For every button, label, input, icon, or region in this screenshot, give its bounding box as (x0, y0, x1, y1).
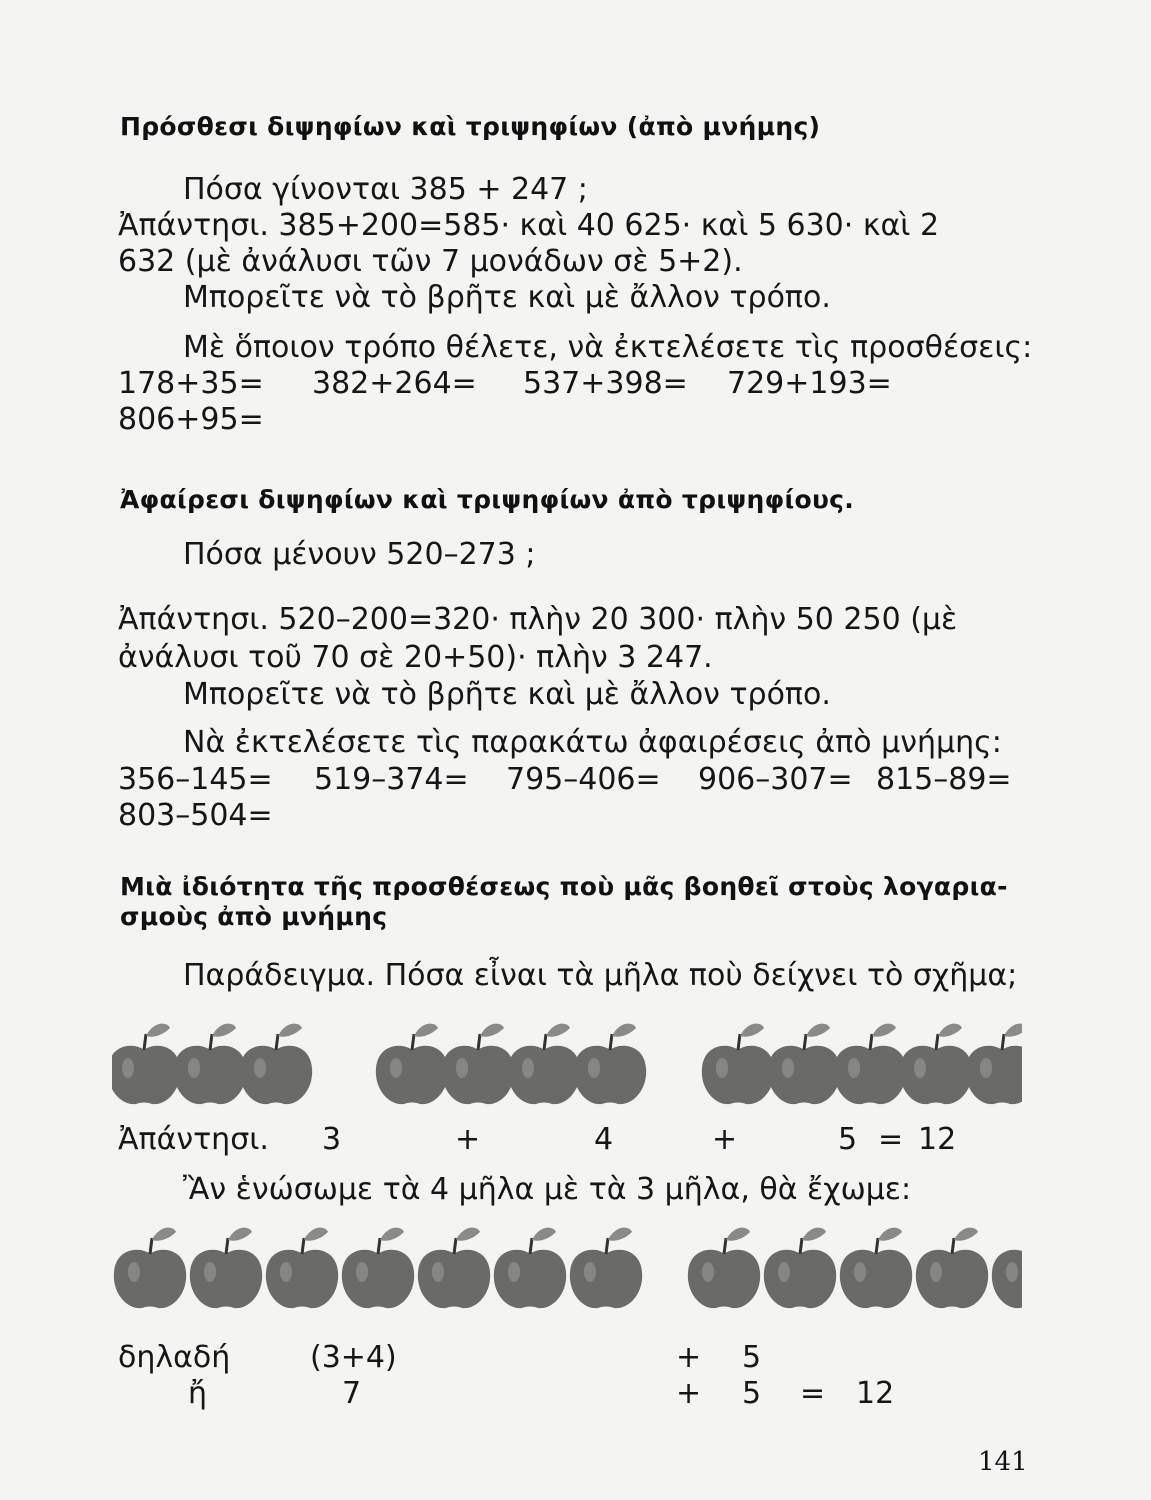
apple-icon (840, 1228, 912, 1309)
apple-icon (574, 1024, 646, 1105)
grouped-sum: (3+4) (310, 1340, 397, 1375)
plus-sign: + (676, 1340, 702, 1375)
apples-row-2 (112, 1212, 1022, 1318)
addend-5: 5 (838, 1122, 858, 1157)
apple-icon (768, 1024, 840, 1105)
apple-icon (442, 1024, 514, 1105)
subtraction-exercise-prompt: Νὰ ἐκτελέσετε τὶς παρακάτω ἀφαιρέσεις ἀπὸ μνήμης: (183, 725, 1002, 760)
addition-answer-line2: 632 (μὲ ἀνάλυσι τῶν 7 μονάδων σὲ 5+2). (118, 244, 743, 279)
property-answer-label: Ἀπάντησι. (118, 1122, 269, 1157)
apple-icon (112, 1024, 180, 1105)
property-heading-line1: Μιὰ ἰδιότητα τῆς προσθέσεως ποὺ μᾶς βοηθεῖ στοὺς λογαρια- (120, 872, 1008, 901)
apple-icon (114, 1228, 186, 1309)
apple-icon (494, 1228, 566, 1309)
addend-5: 5 (742, 1376, 762, 1411)
apple-icon (834, 1024, 906, 1105)
apple-icon (900, 1024, 972, 1105)
or-label: ἤ (188, 1376, 208, 1411)
addend-3: 3 (322, 1122, 342, 1157)
plus-sign: + (676, 1376, 702, 1411)
subtraction-exercise: 356–145= (118, 762, 273, 797)
apple-icon (992, 1228, 1022, 1309)
addition-exercise: 806+95= (118, 402, 264, 437)
addition-answer-line1: Ἀπάντησι. 385+200=585· καὶ 40 625· καὶ 5 630· καὶ 2 (118, 208, 940, 243)
apple-icon (266, 1228, 338, 1309)
subtraction-heading: Ἀφαίρεσι διψηφίων καὶ τριψηφίων ἀπὸ τριψηφίους. (120, 485, 855, 514)
subtraction-exercise: 906–307= (698, 762, 853, 797)
equals-sign: = (800, 1376, 826, 1411)
apple-icon (764, 1228, 836, 1309)
plus-sign: + (712, 1122, 738, 1157)
plus-sign: + (455, 1122, 481, 1157)
apple-icon (966, 1024, 1022, 1105)
apple-icon (916, 1228, 988, 1309)
addition-question: Πόσα γίνονται 385 + 247 ; (183, 172, 588, 207)
subtraction-alt-method: Μπορεῖτε νὰ τὸ βρῆτε καὶ μὲ ἄλλον τρόπο. (183, 677, 831, 712)
subtraction-exercise: 795–406= (506, 762, 661, 797)
addition-exercise: 382+264= (312, 366, 477, 401)
subtraction-answer-line1: Ἀπάντησι. 520–200=320· πλὴν 20 300· πλὴν 50 250 (μὲ (118, 602, 958, 637)
apple-icon (342, 1228, 414, 1309)
apple-icon (240, 1024, 312, 1105)
subtraction-question: Πόσα μένουν 520–273 ; (183, 537, 536, 572)
subtraction-exercise: 803–504= (118, 798, 273, 833)
addend-5: 5 (742, 1340, 762, 1375)
apple-icon (508, 1024, 580, 1105)
apples-row-1 (112, 1010, 1022, 1114)
combine-sentence: Ἂν ἑνώσωμε τὰ 4 μῆλα μὲ τὰ 3 μῆλα, θὰ ἔχωμε: (183, 1172, 912, 1207)
addition-heading: Πρόσθεσι διψηφίων καὶ τριψηφίων (ἀπὸ μνήμης) (120, 112, 821, 141)
sum-12: 12 (918, 1122, 957, 1157)
addend-4: 4 (594, 1122, 614, 1157)
addition-alt-method: Μπορεῖτε νὰ τὸ βρῆτε καὶ μὲ ἄλλον τρόπο. (183, 280, 831, 315)
equals-sign: = (878, 1122, 904, 1157)
subtraction-exercise: 519–374= (314, 762, 469, 797)
apple-icon (688, 1228, 760, 1309)
apple-icon (190, 1228, 262, 1309)
property-example: Παράδειγμα. Πόσα εἶναι τὰ μῆλα ποὺ δείχνει τὸ σχῆμα; (183, 958, 1018, 993)
addition-exercise-prompt: Μὲ ὅποιον τρόπο θέλετε, νὰ ἐκτελέσετε τὶς προσθέσεις: (183, 330, 1033, 365)
addition-exercise: 537+398= (523, 366, 688, 401)
addition-exercise: 729+193= (727, 366, 892, 401)
apple-icon (418, 1228, 490, 1309)
subtraction-exercise: 815–89= (876, 762, 1012, 797)
sum-12: 12 (856, 1376, 895, 1411)
property-heading-line2: σμοὺς ἀπὸ μνήμης (120, 902, 388, 931)
page-number: 141 (978, 1447, 1028, 1477)
subtraction-answer-line2: ἀνάλυσι τοῦ 70 σὲ 20+50)· πλὴν 3 247. (118, 640, 713, 675)
apple-icon (174, 1024, 246, 1105)
apple-icon (702, 1024, 774, 1105)
that-is-label: δηλαδή (118, 1340, 231, 1375)
apple-icon (570, 1228, 642, 1309)
addition-exercise: 178+35= (118, 366, 264, 401)
sum-7: 7 (342, 1376, 362, 1411)
apple-icon (376, 1024, 448, 1105)
